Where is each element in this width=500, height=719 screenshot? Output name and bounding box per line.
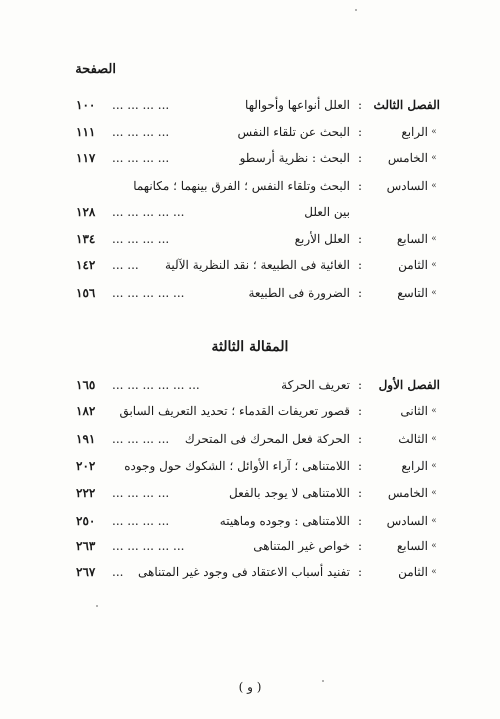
toc-row: [76, 121, 436, 143]
chapter-title-continued: بين العلل: [304, 205, 350, 219]
scan-speck: [355, 9, 357, 11]
separator: :: [357, 432, 362, 446]
ditto-mark: »: [431, 181, 437, 191]
chapter-title: البحث عن تلقاء النفس: [237, 125, 350, 139]
chapter-title: الحركة فعل المحرك فى المتحرك: [184, 432, 350, 446]
ditto-mark: »: [431, 260, 437, 270]
toc-row: [76, 282, 436, 304]
chapter-title: اللامتناهى : وجوده وماهيته: [219, 514, 350, 528]
chapter-label: الخامس: [387, 486, 428, 500]
chapter-title: العلل الأربع: [294, 232, 350, 246]
toc-row: [76, 400, 436, 422]
page-number: ١٣٤: [76, 232, 96, 246]
ditto-mark: »: [431, 127, 437, 137]
ditto-mark: »: [431, 406, 437, 416]
leader-dots: ... ...: [112, 258, 139, 272]
leader-dots: ... ... ... ...: [112, 125, 170, 139]
separator: :: [357, 98, 362, 112]
chapter-label: السادس: [386, 179, 428, 193]
ditto-mark: »: [431, 488, 437, 498]
section-heading: المقالة الثالثة: [211, 339, 289, 355]
leader-dots: ... ... ... ... ...: [112, 205, 185, 219]
chapter-title: خواص غير المتناهى: [253, 539, 350, 553]
page-number: ٢٦٣: [76, 539, 96, 553]
leader-dots: ... ... ... ...: [112, 98, 170, 112]
separator: :: [357, 179, 362, 193]
page-number: ٢٦٧: [76, 565, 96, 579]
chapter-label: السابع: [396, 539, 428, 553]
toc-row: [76, 254, 436, 276]
chapter-label: الثامن: [398, 258, 428, 272]
ditto-mark: »: [431, 567, 437, 577]
chapter-label: الخامس: [387, 151, 428, 165]
leader-dots: ... ... ... ...: [112, 486, 170, 500]
chapter-title: البحث : نظرية أرسطو: [239, 151, 350, 165]
leader-dots: ... ... ... ...: [112, 432, 170, 446]
toc-row: [76, 228, 436, 250]
page-number: ١٥٦: [76, 286, 96, 300]
separator: :: [357, 232, 362, 246]
page-number: ١١١: [76, 125, 96, 139]
chapter-label: التاسع: [397, 286, 428, 300]
leader-dots: ... ... ... ... ...: [112, 539, 185, 553]
scan-speck: [322, 680, 324, 682]
separator: :: [357, 565, 362, 579]
ditto-mark: »: [431, 288, 437, 298]
chapter-label: الفصل الثالث: [373, 98, 440, 112]
leader-dots: ... ... ... ... ... ...: [112, 378, 200, 392]
separator: :: [357, 486, 362, 500]
separator: :: [357, 539, 362, 553]
separator: :: [357, 286, 362, 300]
chapter-title: اللامتناهى لا يوجد بالفعل: [229, 486, 350, 500]
separator: :: [357, 459, 362, 473]
toc-row: [76, 482, 436, 504]
leader-dots: ... ... ... ... ...: [112, 286, 185, 300]
toc-row: [76, 455, 436, 477]
chapter-title: اللامتناهى ؛ آراء الأوائل ؛ الشكوك حول وجوده: [124, 459, 350, 473]
chapter-label: الثامن: [398, 565, 428, 579]
separator: :: [357, 151, 362, 165]
ditto-mark: »: [431, 461, 437, 471]
chapter-title: الغائية فى الطبيعة ؛ نقد النظرية الآلية: [164, 258, 350, 272]
toc-row: [76, 147, 436, 169]
ditto-mark: »: [431, 541, 437, 551]
page-footer-number: ( و ): [238, 680, 262, 694]
toc-row: [76, 374, 440, 396]
toc-row: [76, 175, 436, 197]
page-number: ٢٢٢: [76, 486, 96, 500]
chapter-label: الثانى: [400, 404, 428, 418]
chapter-title: العلل أنواعها وأحوالها: [245, 98, 350, 112]
toc-row-continuation: [76, 201, 436, 223]
leader-dots: ...: [112, 565, 124, 579]
ditto-mark: »: [431, 234, 437, 244]
chapter-title: تفنيد أسباب الاعتقاد فى وجود غير المتناهى: [138, 565, 350, 579]
separator: :: [357, 125, 362, 139]
page-number: ١٢٨: [76, 205, 96, 219]
toc-row: [76, 428, 436, 450]
leader-dots: ... ... ... ...: [112, 232, 170, 246]
chapter-title: قصور تعريفات القدماء ؛ تحديد التعريف السابق: [119, 404, 350, 418]
page-number: ١١٧: [76, 151, 96, 165]
ditto-mark: »: [431, 516, 437, 526]
separator: :: [357, 514, 362, 528]
ditto-mark: »: [431, 153, 437, 163]
leader-dots: ... ... ... ...: [112, 514, 170, 528]
page-number: ١٤٢: [76, 258, 96, 272]
chapter-title: الضرورة فى الطبيعة: [248, 286, 350, 300]
toc-row: [76, 561, 436, 583]
chapter-label: الرابع: [401, 125, 428, 139]
toc-row: [76, 510, 436, 532]
chapter-title: البحث وتلقاء النفس ؛ الفرق بينهما ؛ مكانهما: [133, 179, 350, 193]
chapter-label: السابع: [396, 232, 428, 246]
separator: :: [357, 258, 362, 272]
page-number: ١٨٢: [76, 404, 96, 418]
ditto-mark: »: [431, 434, 437, 444]
leader-dots: ... ... ... ...: [112, 151, 170, 165]
toc-row: [76, 535, 436, 557]
separator: :: [357, 378, 362, 392]
page-number: ١٠٠: [76, 98, 96, 112]
page-number: ٢٠٢: [76, 459, 96, 473]
chapter-label: الرابع: [401, 459, 428, 473]
chapter-label: الثالث: [398, 432, 428, 446]
page-number: ٢٥٠: [76, 514, 96, 528]
chapter-label: السادس: [386, 514, 428, 528]
scan-speck: [96, 605, 98, 607]
page-column-header: الصفحة: [75, 62, 116, 77]
page-number: ١٩١: [76, 432, 96, 446]
page-number: ١٦٥: [76, 378, 96, 392]
chapter-label: الفصل الأول: [378, 378, 440, 392]
separator: :: [357, 404, 362, 418]
chapter-title: تعريف الحركة: [281, 378, 350, 392]
toc-row: [76, 94, 440, 116]
